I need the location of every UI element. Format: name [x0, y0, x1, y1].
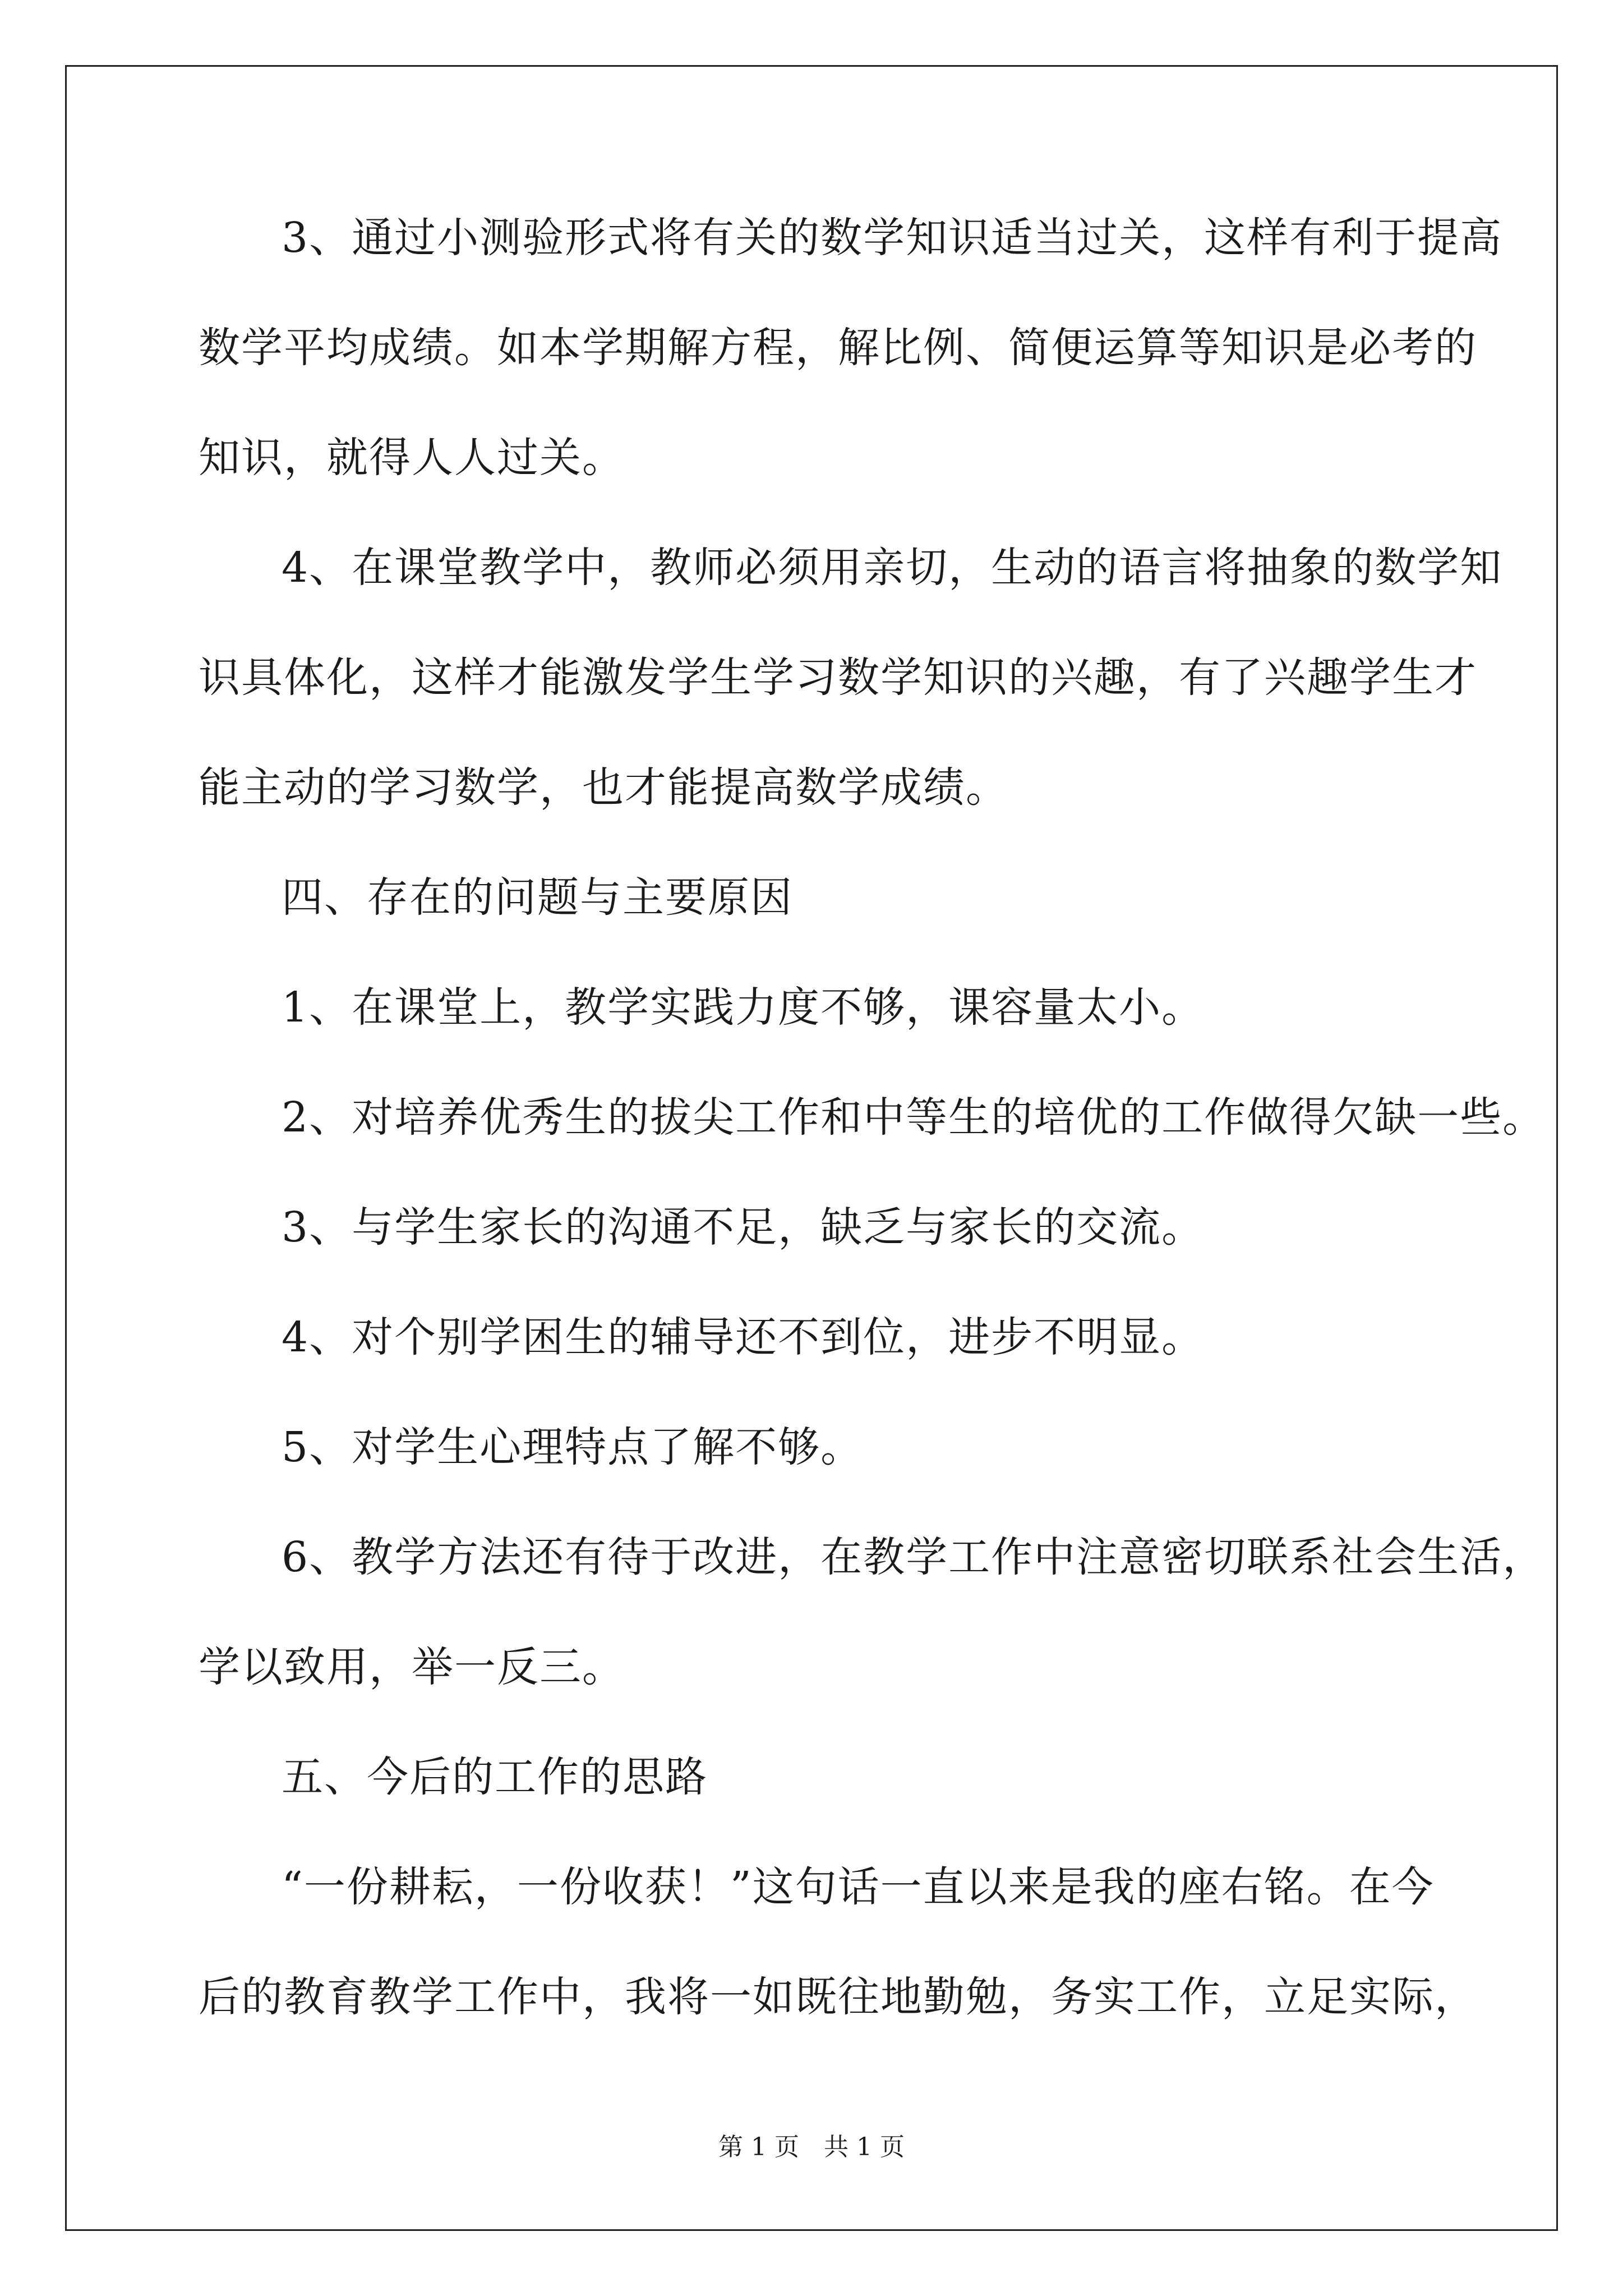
list-item: 学以致用，举一反三。 — [199, 1643, 625, 1691]
list-item: 6、教学方法还有待于改进，在教学工作中注意密切联系社会生活， — [282, 1533, 1546, 1581]
paragraph-line: “一份耕耘，一份收获！”这句话一直以来是我的座右铭。在今 — [282, 1863, 1435, 1911]
paragraph-line: 数学平均成绩。如本学期解方程，解比例、简便运算等知识是必考的 — [199, 324, 1477, 372]
list-item: 3、与学生家长的沟通不足，缺乏与家长的交流。 — [282, 1203, 1205, 1251]
paragraph-line: 4、在课堂教学中，教师必须用亲切，生动的语言将抽象的数学知 — [282, 544, 1503, 592]
paragraph-line: 识具体化，这样才能激发学生学习数学知识的兴趣，有了兴趣学生才 — [199, 654, 1477, 702]
list-item: 2、对培养优秀生的拔尖工作和中等生的培优的工作做得欠缺一些。 — [282, 1093, 1546, 1142]
section-heading: 五、今后的工作的思路 — [282, 1753, 708, 1801]
paragraph-line: 后的教育教学工作中，我将一如既往地勤勉，务实工作，立足实际， — [199, 1973, 1477, 2021]
list-item: 4、对个别学困生的辅导还不到位，进步不明显。 — [282, 1313, 1205, 1361]
paragraph-line: 知识，就得人人过关。 — [199, 434, 625, 482]
list-item: 1、在课堂上，教学实践力度不够，课容量太小。 — [282, 983, 1205, 1032]
paragraph-line: 能主动的学习数学，也才能提高数学成绩。 — [199, 763, 1008, 812]
page-number-footer: 第 1 页 共 1 页 — [718, 2133, 905, 2161]
section-heading: 四、存在的问题与主要原因 — [282, 873, 793, 922]
list-item: 5、对学生心理特点了解不够。 — [282, 1423, 864, 1471]
paragraph-line: 3、通过小测验形式将有关的数学知识适当过关，这样有利于提高 — [282, 214, 1503, 262]
